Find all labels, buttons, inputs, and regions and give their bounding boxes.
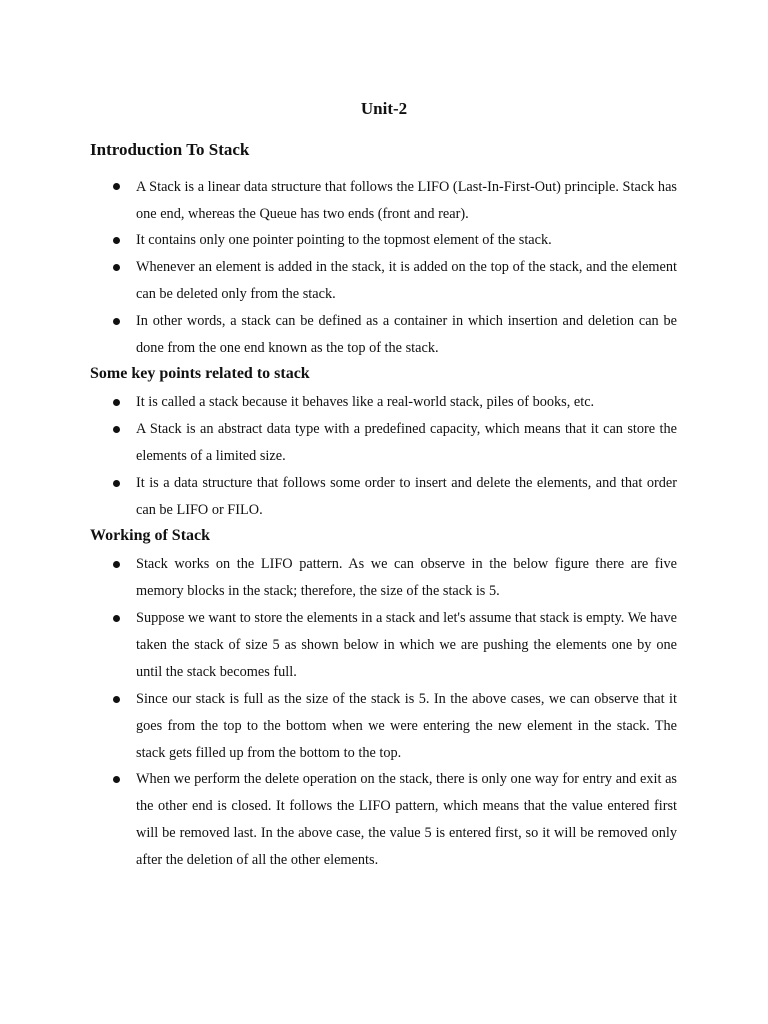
bullet-text: It is called a stack because it behaves like a real-world stack, piles of books, etc. (136, 394, 595, 410)
bullet-icon (113, 318, 120, 325)
bullet-text: It contains only one pointer pointing to the topmost element of the stack. (136, 232, 552, 248)
bullet-text: When we perform the delete operation on the stack, there is only one way for entry and exit as the other end is closed. It follows the LIFO pattern, which means that the value entered first will be removed last. In the above case, the value 5 is entered first, so it will be removed only after the deletion of all the other elements. (136, 771, 677, 868)
section-heading-introduction: Introduction To Stack (90, 140, 250, 159)
section-heading-working: Working of Stack (90, 527, 211, 544)
bullet-icon (113, 615, 120, 622)
bullet-text: Whenever an element is added in the stack, it is added on the top of the stack, and the element can be deleted only from the stack. (136, 259, 677, 302)
bullet-icon (113, 776, 120, 783)
bullet-text: A Stack is an abstract data type with a predefined capacity, which means that it can store the elements of a limited size. (136, 421, 677, 464)
bullet-icon (113, 696, 120, 703)
bullet-icon (113, 264, 120, 271)
bullet-text: Since our stack is full as the size of the stack is 5. In the above cases, we can observe that it goes from the top to the bottom when we were entering the new element in the stack. The stack gets filled up from the bottom to the top. (136, 691, 677, 761)
bullet-text: It is a data structure that follows some order to insert and delete the elements, and that order can be LIFO or FILO. (136, 475, 677, 518)
section-heading-key-points: Some key points related to stack (90, 365, 310, 382)
bullet-icon (113, 399, 120, 406)
unit-title: Unit-2 (360, 99, 408, 118)
bullet-text: In other words, a stack can be defined as a container in which insertion and deletion can be done from the one end known as the top of the stack. (136, 313, 677, 356)
bullet-text: Suppose we want to store the elements in a stack and let's assume that stack is empty. We have taken the stack of size 5 as shown below in which we are pushing the elements one by one until the stack becomes full. (136, 610, 677, 680)
bullet-icon (113, 426, 120, 433)
bullet-text: Stack works on the LIFO pattern. As we can observe in the below figure there are five memory blocks in the stack; therefore, the size of the stack is 5. (136, 556, 677, 599)
bullet-icon (113, 480, 120, 487)
bullet-icon (113, 561, 120, 568)
bullet-icon (113, 237, 120, 244)
bullet-icon (113, 183, 120, 190)
bullet-text: A Stack is a linear data structure that follows the LIFO (Last-In-First-Out) principle. Stack has one end, whereas the Queue has two ends (front and rear). (136, 179, 677, 222)
